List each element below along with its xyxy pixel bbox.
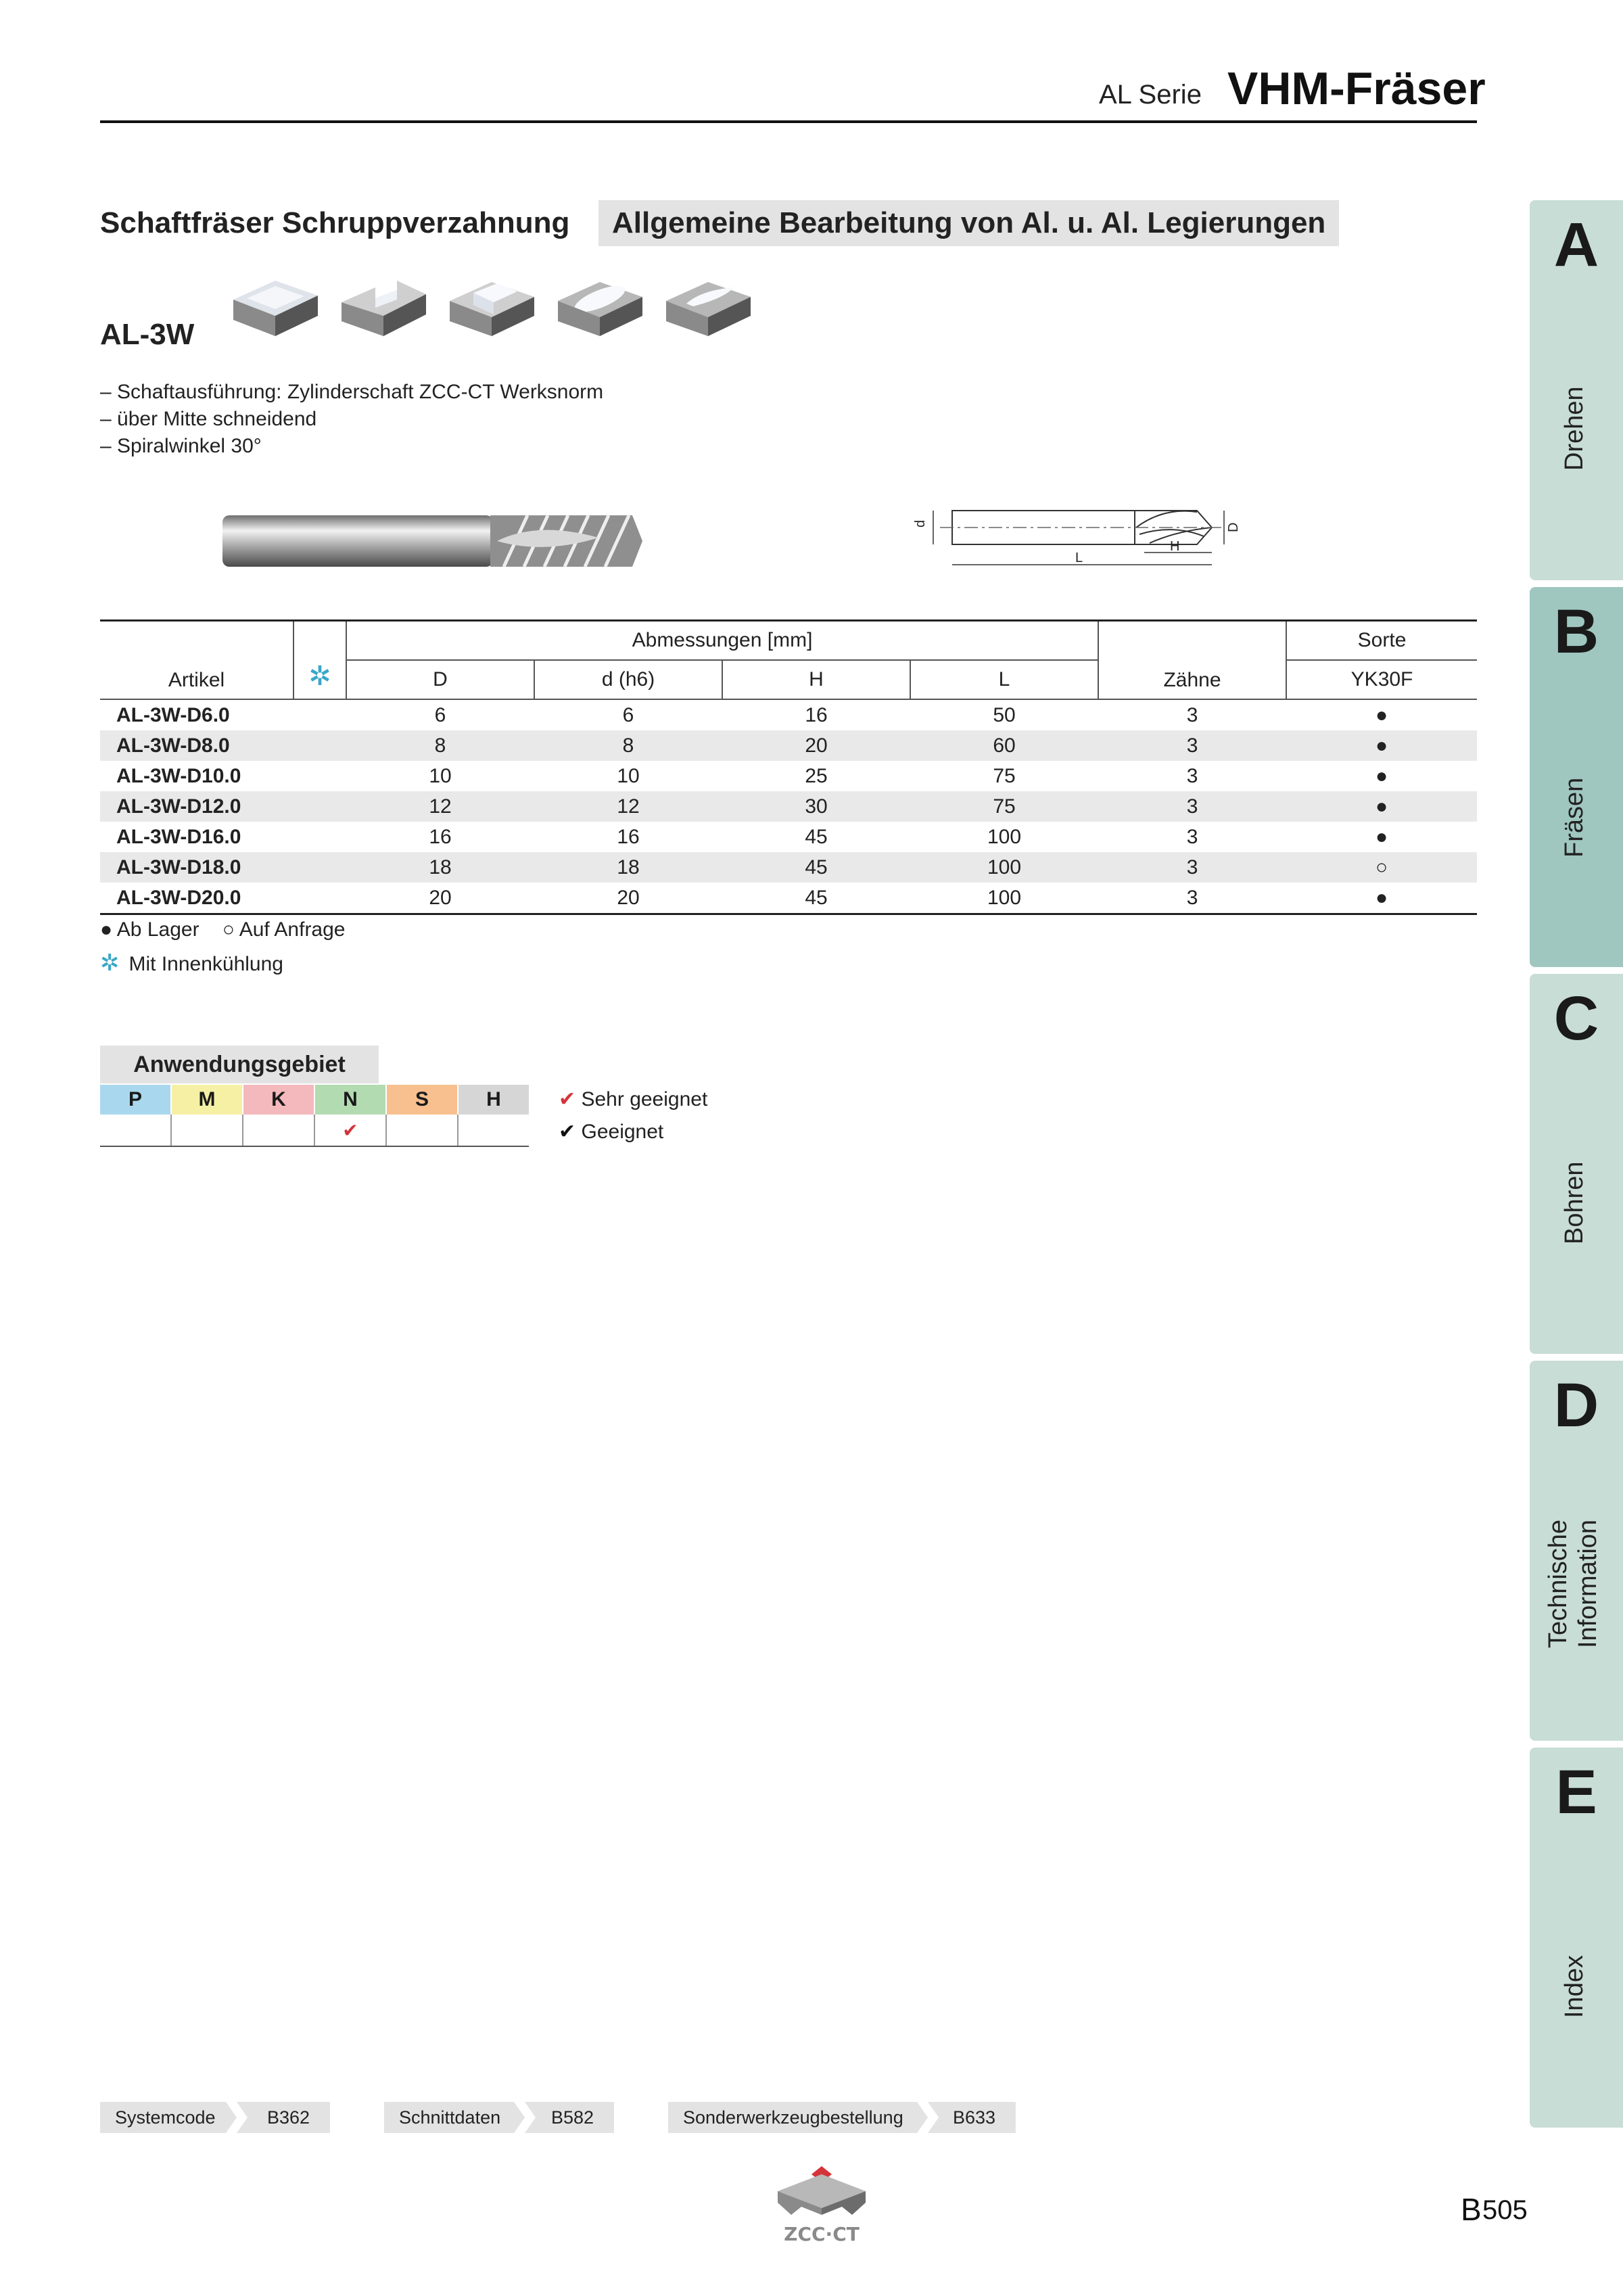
page-number: 505 (1482, 2195, 1528, 2225)
tab-letter: D (1553, 1371, 1599, 1440)
legend-stock (100, 918, 346, 941)
cell-D: 10 (429, 764, 452, 787)
ref-systemcode[interactable] (100, 2102, 330, 2133)
legend-cooling (100, 950, 283, 977)
col-teeth: Zähne (1098, 621, 1286, 700)
logo-text: ZCC·CT (784, 2223, 860, 2245)
cell-H: 25 (805, 764, 828, 787)
cell-H: 45 (722, 883, 910, 914)
tab-label: Fräsen (1560, 777, 1589, 858)
feature-helix-angle: – Spiralwinkel 30° (100, 435, 262, 457)
drawing-label-D: D (1226, 522, 1241, 532)
chevron-right-icon (222, 2102, 249, 2133)
cell-stock: ● (1286, 883, 1477, 914)
side-tab-a[interactable] (1530, 200, 1623, 580)
spec-table (100, 619, 1477, 915)
col-d: d (h6) (534, 660, 722, 699)
cell-article: AL-3W-D18.0 (100, 852, 293, 883)
cell-teeth: 3 (1098, 883, 1286, 914)
cell-article: AL-3W-D16.0 (116, 825, 241, 848)
cell-D: 6 (434, 703, 446, 726)
table-row (100, 852, 1477, 883)
chevron-right-icon (913, 2102, 940, 2133)
mark-S (386, 1115, 458, 1146)
cell-d: 10 (617, 764, 640, 787)
face-milling-icon (227, 267, 325, 348)
col-artikel: Artikel (100, 621, 293, 700)
product-code: AL-3W (100, 318, 195, 351)
ref-schnittdaten[interactable] (384, 2102, 614, 2133)
cell-L: 50 (993, 703, 1016, 726)
cooling-icon: ✲ (293, 621, 346, 700)
cell-D: 16 (429, 825, 452, 848)
table-row (100, 791, 1477, 822)
cell-H: 45 (722, 852, 910, 883)
slot-milling-icon (443, 267, 541, 348)
table-row (100, 822, 1477, 852)
check-red-icon: ✔ (559, 1088, 576, 1110)
drawing-label-d: d (913, 519, 928, 528)
tab-label: Technische Information (1544, 1519, 1602, 1649)
zcc-ct-logo (764, 2161, 879, 2249)
ref-page: B582 (550, 2107, 594, 2128)
tab-letter: C (1553, 984, 1599, 1053)
side-tab-d[interactable] (1530, 1361, 1623, 1741)
cell-teeth: 3 (1098, 852, 1286, 883)
cell-article: AL-3W-D8.0 (100, 730, 293, 761)
cell-teeth: 3 (1098, 791, 1286, 822)
col-H: H (722, 660, 910, 699)
cell-teeth: 3 (1186, 825, 1198, 848)
ref-page: B362 (266, 2107, 310, 2128)
legend-very-suitable-label: Sehr geeignet (581, 1088, 708, 1110)
cell-stock: ● (1375, 825, 1388, 848)
page-section: B (1461, 2192, 1482, 2227)
application-table (100, 1085, 529, 1147)
cell-L: 75 (910, 791, 1098, 822)
legend-suitable (559, 1120, 663, 1144)
cell-stock: ● (1375, 764, 1388, 787)
side-tab-e[interactable] (1530, 1748, 1623, 2128)
ref-label: Systemcode (115, 2107, 216, 2128)
cell-D: 18 (346, 852, 534, 883)
ref-label: Schnittdaten (399, 2107, 501, 2128)
material-S: S (386, 1085, 458, 1115)
cell-stock: ○ (1286, 852, 1477, 883)
feature-shank: – Schaftausführung: Zylinderschaft ZCC-CT Werksnorm (100, 381, 604, 403)
page-title: VHM-Fräser (1227, 63, 1486, 114)
cell-teeth: 3 (1186, 764, 1198, 787)
mark-H (458, 1115, 529, 1146)
side-tab-b[interactable] (1530, 587, 1623, 967)
ramping-icon (659, 267, 757, 348)
cell-d: 6 (622, 703, 634, 726)
legend-in-stock: ● Ab Lager (100, 918, 199, 941)
cooling-icon: ✲ (100, 950, 120, 976)
cell-teeth: 3 (1098, 730, 1286, 761)
material-P: P (100, 1085, 171, 1115)
table-row (100, 883, 1477, 914)
header-rule (100, 120, 1477, 123)
check-black-icon: ✔ (559, 1121, 576, 1143)
cell-d: 20 (534, 883, 722, 914)
cell-article: AL-3W-D20.0 (100, 883, 293, 914)
cell-stock: ● (1286, 730, 1477, 761)
cell-teeth: 3 (1186, 703, 1198, 726)
material-H: H (458, 1085, 529, 1115)
mark-N: ✔ (314, 1115, 386, 1146)
cell-L: 100 (910, 852, 1098, 883)
tool-photo (220, 507, 646, 575)
ref-sonderwerkzeug[interactable] (668, 2102, 1016, 2133)
pocket-milling-icon (551, 267, 649, 348)
cell-D: 20 (346, 883, 534, 914)
cell-d: 18 (534, 852, 722, 883)
tab-label: Drehen (1560, 386, 1589, 471)
application-title: Anwendungsgebiet (100, 1046, 379, 1083)
section-badge: Allgemeine Bearbeitung von Al. u. Al. Legierungen (598, 200, 1339, 246)
cell-L: 100 (987, 825, 1022, 848)
cell-stock: ● (1286, 791, 1477, 822)
shoulder-milling-icon (335, 267, 433, 348)
material-M: M (171, 1085, 243, 1115)
cell-H: 45 (805, 825, 828, 848)
col-group-dimensions: Abmessungen [mm] (346, 621, 1098, 661)
cell-d: 16 (617, 825, 640, 848)
feature-center-cutting: – über Mitte schneidend (100, 408, 317, 430)
legend-very-suitable (559, 1087, 707, 1111)
col-group-grade: Sorte (1286, 621, 1477, 661)
table-row (100, 761, 1477, 791)
cell-D: 12 (346, 791, 534, 822)
cell-L: 100 (910, 883, 1098, 914)
tab-label: Index (1560, 1955, 1589, 2018)
table-row (100, 699, 1477, 730)
side-tab-c[interactable] (1530, 974, 1623, 1354)
cell-d: 8 (534, 730, 722, 761)
cell-article: AL-3W-D6.0 (116, 703, 230, 726)
mark-M (171, 1115, 243, 1146)
tab-label: Bohren (1560, 1161, 1589, 1244)
cell-H: 20 (722, 730, 910, 761)
col-grade: YK30F (1286, 660, 1477, 699)
table-row (100, 730, 1477, 761)
tab-letter: A (1553, 210, 1599, 279)
tool-dimension-drawing (906, 497, 1251, 575)
col-D: D (346, 660, 534, 699)
material-N: N (314, 1085, 386, 1115)
legend-suitable-label: Geeignet (581, 1121, 664, 1143)
tab-letter: E (1555, 1758, 1597, 1827)
chevron-right-icon (510, 2102, 537, 2133)
mark-K (243, 1115, 314, 1146)
cell-stock: ● (1375, 703, 1388, 726)
ref-page: B633 (952, 2107, 995, 2128)
cell-d: 12 (534, 791, 722, 822)
cell-L: 60 (910, 730, 1098, 761)
ref-label: Sonderwerkzeugbestellung (683, 2107, 903, 2128)
cell-article: AL-3W-D10.0 (116, 764, 241, 787)
col-L: L (910, 660, 1098, 699)
cell-L: 75 (993, 764, 1016, 787)
header-series: AL Serie (1099, 80, 1202, 110)
cell-article: AL-3W-D12.0 (100, 791, 293, 822)
legend-cooling-label: Mit Innenkühlung (128, 953, 283, 975)
drawing-label-H: H (1170, 539, 1180, 554)
mark-P (100, 1115, 171, 1146)
cell-H: 16 (805, 703, 828, 726)
section-title: Schaftfräser Schruppverzahnung (100, 206, 570, 239)
cell-H: 30 (722, 791, 910, 822)
cell-D: 8 (346, 730, 534, 761)
tab-letter: B (1553, 597, 1599, 666)
drawing-label-L: L (1075, 550, 1083, 565)
material-K: K (243, 1085, 314, 1115)
legend-on-request: ○ Auf Anfrage (222, 918, 346, 941)
